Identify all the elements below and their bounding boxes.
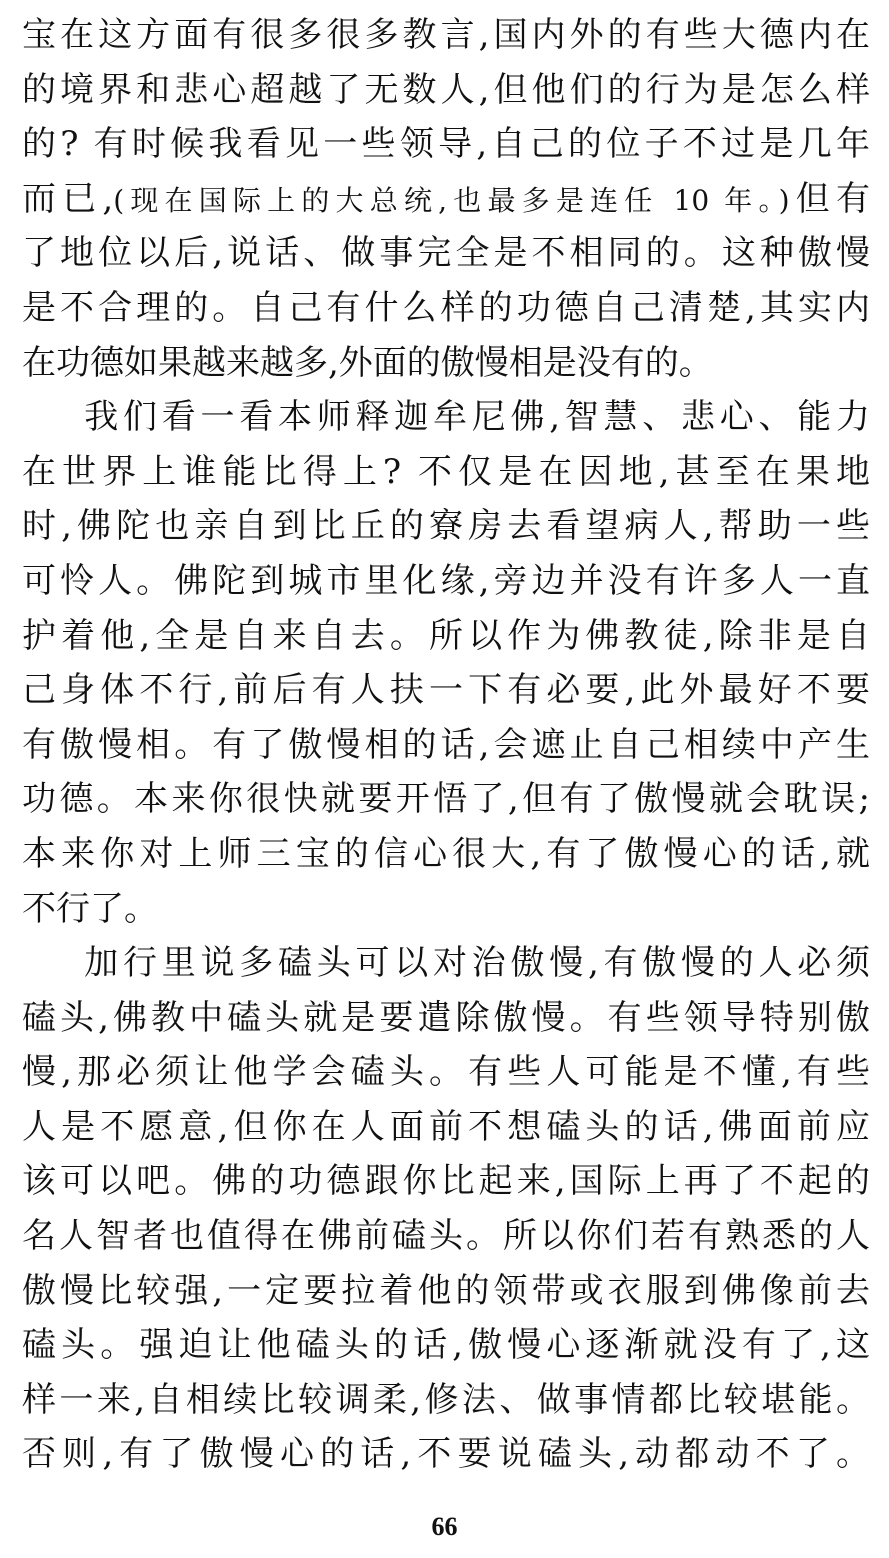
text-line: 不行了。 [22,888,158,929]
text-line: 时,佛陀也亲自到比丘的寮房去看望病人,帮助一些 [22,506,870,547]
text-line: 人是不愿意,但你在人面前不想磕头的话,佛面前应 [22,1106,870,1147]
text-line: 加行里说多磕头可以对治傲慢,有傲慢的人必须 [22,943,870,984]
text-line: 护着他,全是自来自去。所以作为佛教徒,除非是自 [22,615,870,656]
text-line: 宝在这方面有很多很多教言,国内外的有些大德内在 [22,15,870,55]
text-line: 本来你对上师三宝的信心很大,有了傲慢心的话,就 [22,833,870,874]
text-line: 该可以吧。佛的功德跟你比起来,国际上再了不起的 [22,1161,870,1202]
text-line: 磕头,佛教中磕头就是要遣除傲慢。有些领导特别傲 [22,997,870,1038]
text-line: 我们看一看本师释迦牟尼佛,智慧、悲心、能力 [22,397,870,438]
text-line: 是不合理的。自己有什么样的功德自己清楚,其实内 [22,287,870,328]
text-line: 样一来,自相续比较调柔,修法、做事情都比较堪能。 [22,1379,870,1420]
text-line: 功德。本来你很快就要开悟了,但有了傲慢就会耽误; [22,779,870,820]
text-line: 在功德如果越来越多,外面的傲慢相是没有的。 [22,342,713,383]
text-line: 慢,那必须让他学会磕头。有些人可能是不懂,有些 [22,1052,870,1093]
text-line: 有傲慢相。有了傲慢相的话,会遮止自己相续中产生 [22,724,870,765]
text-line: 否则,有了傲慢心的话,不要说磕头,动都动不了。 [22,1434,870,1475]
text-line [22,172,870,227]
text-line: 磕头。强迫让他磕头的话,傲慢心逐渐就没有了,这 [22,1325,870,1366]
parenthetical-note: (现在国际上的大总统,也最多是连任 10 年。) [113,183,790,217]
text-line: 可怜人。佛陀到城市里化缘,旁边并没有许多人一直 [22,560,870,601]
text-segment: 而已, [22,178,114,219]
text-line: 的? 有时候我看见一些领导,自己的位子不过是几年 [22,124,870,165]
text-line: 了地位以后,说话、做事完全是不相同的。这种傲慢 [22,233,870,274]
text-line: 己身体不行,前后有人扶一下有必要,此外最好不要 [22,670,870,711]
text-line: 的境界和悲心超越了无数人,但他们的行为是怎么样 [22,69,870,110]
text-line: 名人智者也值得在佛前磕头。所以你们若有熟悉的人 [22,1216,870,1257]
text-line: 在世界上谁能比得上? 不仅是在因地,甚至在果地 [22,451,870,492]
text-line: 傲慢比较强,一定要拉着他的领带或衣服到佛像前去 [22,1270,870,1311]
body-text [22,8,870,1482]
text-segment: 但有 [789,178,870,219]
page-number: 66 [431,1512,458,1541]
